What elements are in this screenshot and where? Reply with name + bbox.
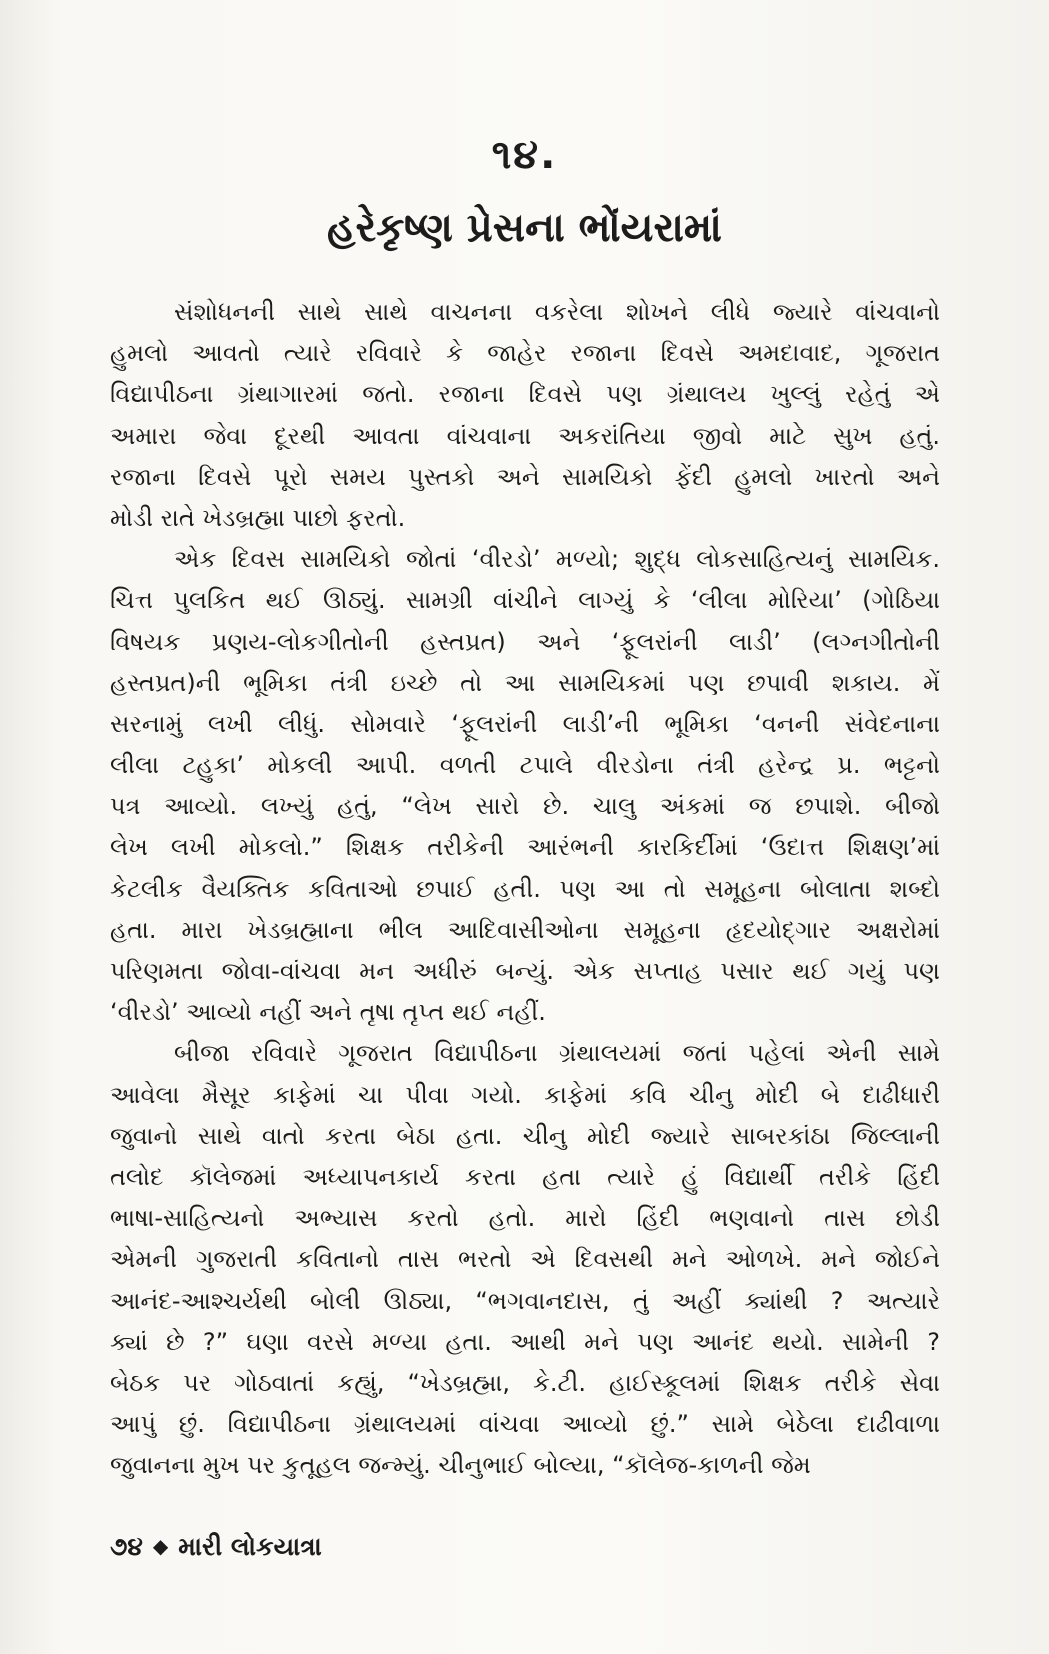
paragraph <box>110 1033 940 1486</box>
paragraph <box>110 539 940 1033</box>
text-line: સરનામું લખી લીધું. સોમવારે ‘ફૂલરાંની લાડી’ની ભૂમિકા ‘વનની સંવેદનાના <box>110 709 940 738</box>
text-line: લીલા ટહુકા’ મોકલી આપી. વળતી ટપાલે વીરડોના તંત્રી હરેન્દ્ર પ્ર. ભટ્ટનો <box>110 751 940 780</box>
chapter-title: હરેકૃષ્ણ પ્રેસના ભોંયરામાં <box>327 205 722 251</box>
text-line: બીજા રવિવારે ગૂજરાત વિદ્યાપીઠના ગ્રંથાલયમાં જતાં પહેલાં એની સામે <box>174 1039 940 1068</box>
text-line: કેટલીક વૈયક્તિક કવિતાઓ છપાઈ હતી. પણ આ તો સમૂહના બોલાતા શબ્દો <box>110 874 940 903</box>
paragraph <box>110 292 940 539</box>
text-line: હસ્તપ્રત)ની ભૂમિકા તંત્રી ઇચ્છે તો આ સામયિકમાં પણ છપાવી શકાય. મેં <box>110 668 940 697</box>
page-number: ૭૪ <box>110 1532 143 1561</box>
page-footer <box>110 1532 322 1562</box>
text-line: વિષયક પ્રણય-લોકગીતોની હસ્તપ્રત) અને ‘ફૂલરાંની લાડી’ (લગ્નગીતોની <box>110 627 940 656</box>
text-line: ‘વીરડો’ આવ્યો નહીં અને તૃષા તૃપ્ત થઈ નહીં. <box>110 998 546 1027</box>
text-line: આપું છું. વિદ્યાપીઠના ગ્રંથાલયમાં વાંચવા આવ્યો છું.” સામે બેઠેલા દાઢીવાળા <box>110 1410 940 1439</box>
text-line: જુવાનો સાથે વાતો કરતા બેઠા હતા. ચીનુ મોદી જ્યારે સાબરકાંઠા જિલ્લાની <box>110 1121 940 1150</box>
text-line: લેખ લખી મોકલો.” શિક્ષક તરીકેની આરંભની કારકિર્દીમાં ‘ઉદાત્ત શિક્ષણ’માં <box>110 833 940 862</box>
diamond-separator-icon: ◆ <box>152 1534 169 1558</box>
text-line: એક દિવસ સામયિકો જોતાં ‘વીરડો’ મળ્યો; શુદ્ધ લોકસાહિત્યનું સામયિક. <box>174 545 940 574</box>
text-line: આનંદ-આશ્ચર્યથી બોલી ઊઠ્યા, “ભગવાનદાસ, તું અહીં ક્યાંથી ? અત્યારે <box>110 1286 940 1315</box>
text-line: અમારા જેવા દૂરથી આવતા વાંચવાના અકરાંતિયા જીવો માટે સુખ હતું. <box>110 421 940 450</box>
text-line: એમની ગુજરાતી કવિતાનો તાસ ભરતો એ દિવસથી મને ઓળખે. મને જોઈને <box>110 1245 940 1274</box>
text-line: હુમલો આવતો ત્યારે રવિવારે કે જાહેર રજાના દિવસે અમદાવાદ, ગૂજરાત <box>110 339 940 368</box>
text-line: જુવાનના મુખ પર કુતૂહલ જન્મ્યું. ચીનુભાઈ બોલ્યા, “કૉલેજ-કાળની જેમ <box>110 1451 811 1480</box>
text-line: ચિત્ત પુલકિત થઈ ઊઠ્યું. સામગ્રી વાંચીને લાગ્યું કે ‘લીલા મોરિયા’ (ગોઠિયા <box>110 586 940 615</box>
text-line: ક્યાં છે ?” ઘણા વરસે મળ્યા હતા. આથી મને પણ આનંદ થયો. સામેની ? <box>110 1327 940 1356</box>
text-line: બેઠક પર ગોઠવાતાં કહ્યું, “ખેડબ્રહ્મા, કે.ટી. હાઈસ્કૂલમાં શિક્ષક તરીકે સેવા <box>110 1368 940 1397</box>
book-title: મારી લોકયાત્રા <box>178 1532 322 1561</box>
text-line: ભાષા-સાહિત્યનો અભ્યાસ કરતો હતો. મારો હિંદી ભણવાનો તાસ છોડી <box>110 1204 940 1233</box>
body-text <box>110 292 940 1486</box>
text-line: તલોદ કૉલેજમાં અધ્યાપનકાર્ય કરતા હતા ત્યારે હું વિદ્યાર્થી તરીકે હિંદી <box>110 1162 940 1191</box>
text-line: હતા. મારા ખેડબ્રહ્માના ભીલ આદિવાસીઓના સમૂહના હૃદયોદ્ગાર અક્ષરોમાં <box>110 915 940 944</box>
text-line: રજાના દિવસે પૂરો સમય પુસ્તકો અને સામયિકો ફેંદી હુમલો ખારતો અને <box>110 462 940 491</box>
text-line: પત્ર આવ્યો. લખ્યું હતું, “લેખ સારો છે. ચાલુ અંકમાં જ છપાશે. બીજો <box>110 792 940 821</box>
text-line: પરિણમતા જોવા-વાંચવા મન અધીરું બન્યું. એક સપ્તાહ પસાર થઈ ગયું પણ <box>110 957 940 985</box>
text-line: સંશોધનની સાથે સાથે વાચનના વકરેલા શોખને લીધે જ્યારે વાંચવાનો <box>174 298 940 326</box>
text-line: વિદ્યાપીઠના ગ્રંથાગારમાં જતો. રજાના દિવસે પણ ગ્રંથાલય ખુલ્લું રહેતું એ <box>110 380 940 409</box>
text-line: આવેલા મૈસૂર કાફેમાં ચા પીવા ગયો. કાફેમાં કવિ ચીનુ મોદી બે દાઢીધારી <box>110 1080 940 1109</box>
chapter-number: ૧૪. <box>491 132 558 178</box>
text-line: મોડી રાતે ખેડબ્રહ્મા પાછો ફરતો. <box>110 503 406 532</box>
